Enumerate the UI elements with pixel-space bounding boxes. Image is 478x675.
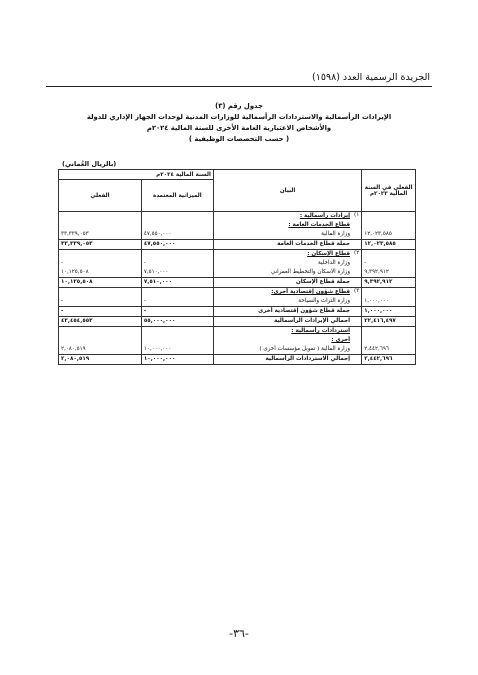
page-number: -٣٦- bbox=[229, 627, 249, 640]
actual-prev-cell-line: ٢,٤٤٢,٦٩٦ bbox=[364, 346, 389, 352]
actual-cell bbox=[59, 288, 142, 307]
actual-cell-line: - bbox=[61, 308, 64, 314]
actual-cell-line: ٢,٠٨٠,٥١٩ bbox=[61, 346, 86, 352]
bayan-cell bbox=[213, 355, 352, 365]
budget-cell-line: - bbox=[143, 308, 147, 314]
actual-prev-cell bbox=[362, 212, 416, 240]
total-row bbox=[59, 278, 416, 288]
bayan-cell bbox=[213, 307, 352, 317]
table-row bbox=[59, 327, 416, 355]
actual-cell bbox=[59, 250, 142, 278]
actual-cell bbox=[59, 307, 142, 317]
table-body bbox=[59, 212, 416, 365]
bayan-cell-line: جملة قطاع شؤون إقتصادية أخرى bbox=[258, 308, 351, 314]
bayan-cell bbox=[213, 327, 352, 355]
header-fiscal-year: السنة المالية ٢٠٢٤م bbox=[59, 170, 214, 180]
actual-prev-cell-line bbox=[364, 327, 413, 336]
bayan-cell-line: وزارة الداخلية bbox=[317, 260, 351, 266]
bayan-cell bbox=[213, 250, 352, 278]
total-row bbox=[59, 240, 416, 250]
budget-cell-line bbox=[144, 250, 211, 259]
budget-cell-line bbox=[144, 212, 211, 221]
header-budget: الميزانية المعتمدة bbox=[141, 180, 213, 212]
budget-cell bbox=[141, 317, 213, 327]
actual-prev-cell bbox=[362, 317, 416, 327]
table-title-line2: والأشخاص الاعتبارية العامة الأخرى للسنة المالية ٢٠٢٤م bbox=[146, 124, 332, 132]
actual-prev-cell-line: ٩,٣٩٢,٩١٢ bbox=[364, 269, 389, 275]
bayan-cell-line: جملة قطاع الإسكان bbox=[295, 279, 351, 285]
actual-prev-cell-line bbox=[364, 250, 413, 259]
budget-cell-line: ٤٧,٥٥٠,٠٠٠ bbox=[143, 231, 172, 237]
budget-cell bbox=[141, 250, 213, 278]
budget-cell-line: - bbox=[143, 260, 146, 266]
section-number bbox=[352, 355, 362, 365]
actual-prev-cell bbox=[362, 240, 416, 250]
actual-cell-line bbox=[61, 327, 139, 336]
section-number: ٣) bbox=[352, 288, 362, 307]
actual-prev-cell-line: - bbox=[364, 260, 367, 266]
total-row bbox=[59, 317, 416, 327]
budget-cell-line: ٥٥,٠٠٠,٠٠٠ bbox=[143, 318, 176, 324]
actual-prev-cell-line: ١,٠٠٠,٠٠٠ bbox=[364, 308, 393, 314]
actual-cell-line bbox=[61, 288, 139, 297]
actual-cell-line bbox=[61, 336, 139, 345]
actual-cell-line: ٢,٠٨٠,٥١٩ bbox=[61, 356, 90, 362]
budget-cell-line: ٤٧,٥٥٠,٠٠٠ bbox=[143, 241, 176, 247]
section-number bbox=[352, 278, 362, 288]
actual-cell-line bbox=[61, 221, 139, 230]
table-titles bbox=[46, 101, 432, 145]
budget-cell-line bbox=[144, 336, 211, 345]
section-number bbox=[352, 307, 362, 317]
budget-cell-line: - bbox=[143, 298, 146, 304]
header-rule bbox=[46, 86, 432, 87]
table-number: جدول رقم (٣) bbox=[215, 102, 263, 110]
actual-cell-line: ١٠,١٢٥,٥٠٨ bbox=[61, 269, 89, 275]
capital-revenue-table bbox=[58, 169, 416, 365]
bayan-cell bbox=[213, 212, 352, 240]
actual-prev-cell-line bbox=[364, 212, 413, 221]
actual-prev-cell-line: ٢,٤٤٢,٦٩٦ bbox=[364, 356, 393, 362]
budget-cell bbox=[141, 288, 213, 307]
section-number: ٢) bbox=[352, 250, 362, 278]
budget-cell bbox=[141, 327, 213, 355]
actual-cell bbox=[59, 355, 142, 365]
bayan-cell-line: وزارة التراث والسياحة bbox=[298, 298, 351, 304]
budget-cell-line: ١٠,٠٠٠,٠٠٠ bbox=[143, 346, 172, 352]
bayan-cell-line: جملة قطاع الخدمات العامة bbox=[277, 241, 351, 247]
actual-cell-line: ٣٣,٣٣٩,٠٥٣ bbox=[61, 241, 93, 247]
table-title-line1: الإيرادات الرأسمالية والاستردادات الرأسمالية للوزارات المدنية لوحدات الجهاز الإداري للدولة bbox=[86, 113, 392, 121]
section-number bbox=[352, 317, 362, 327]
actual-prev-cell bbox=[362, 250, 416, 278]
actual-cell bbox=[59, 327, 142, 355]
actual-cell-line: ٤٣,٤٥٤,٥٥٣ bbox=[61, 318, 93, 324]
bayan-cell-line: إجمالي الاستردادات الرأسمالية bbox=[265, 356, 351, 362]
budget-cell bbox=[141, 307, 213, 317]
table-row bbox=[59, 288, 416, 307]
table-title-line3: ( حسب التخصصات الوظيفية ) bbox=[188, 135, 290, 143]
actual-prev-cell-line: ١,٠٠٠,٠٠٠ bbox=[364, 298, 389, 304]
header-bayan: البيان bbox=[213, 170, 361, 212]
budget-cell-line: ١٠,٠٠٠,٠٠٠ bbox=[143, 356, 176, 362]
budget-cell-line bbox=[144, 221, 211, 230]
actual-prev-cell-line bbox=[364, 336, 413, 345]
bayan-cell bbox=[213, 240, 352, 250]
actual-cell bbox=[59, 212, 142, 240]
bayan-cell-line: وزارة المالية ( تمويل مؤسسات أخرى ) bbox=[259, 346, 351, 352]
budget-cell-line: ٧,٥١٠,٠٠٠ bbox=[143, 279, 172, 285]
bayan-cell bbox=[213, 278, 352, 288]
actual-cell-line bbox=[61, 250, 139, 259]
actual-prev-cell bbox=[362, 355, 416, 365]
running-header: الجريدة الرسمية العدد (١٥٩٨) bbox=[312, 72, 430, 83]
section-number bbox=[352, 327, 362, 355]
budget-cell bbox=[141, 240, 213, 250]
section-number bbox=[352, 240, 362, 250]
actual-prev-cell-line bbox=[364, 288, 413, 297]
actual-cell bbox=[59, 317, 142, 327]
actual-prev-cell bbox=[362, 327, 416, 355]
actual-prev-cell-line: ١٢,٠٢٣,٥٨٥ bbox=[364, 241, 396, 247]
bayan-cell-line: قطاع الإسكان : bbox=[307, 251, 351, 257]
actual-prev-cell bbox=[362, 278, 416, 288]
actual-prev-cell bbox=[362, 307, 416, 317]
bayan-cell-line: استردادات رأسمالية : bbox=[291, 328, 351, 334]
currency-note: (بالريال العُماني) bbox=[62, 160, 117, 168]
actual-cell-line: ٣٣,٣٣٩,٠٥٣ bbox=[61, 231, 89, 237]
budget-cell-line bbox=[144, 288, 211, 297]
budget-cell bbox=[141, 355, 213, 365]
bayan-cell-line: وزارة الاسكان والتخطيط العمراني bbox=[270, 269, 351, 275]
actual-cell-line: - bbox=[61, 298, 64, 304]
bayan-cell-line: أخرى : bbox=[331, 337, 351, 343]
bayan-cell-line: قطاع شؤون إقتصادية أخرى: bbox=[271, 289, 351, 295]
actual-prev-cell-line: ٢٢,٤١٦,٤٩٧ bbox=[364, 318, 396, 324]
bayan-cell-line: اجمالي الإيرادات الرأسمالية bbox=[274, 318, 351, 324]
budget-cell bbox=[141, 212, 213, 240]
actual-prev-cell-line bbox=[364, 221, 413, 230]
bayan-cell bbox=[213, 288, 352, 307]
header-actual: الفعلي bbox=[59, 180, 142, 212]
actual-cell bbox=[59, 278, 142, 288]
bayan-cell-line: قطاع الخدمات العامة : bbox=[288, 222, 351, 228]
actual-prev-cell-line: ١٢,٠٢٣,٥٨٥ bbox=[364, 231, 392, 237]
actual-cell bbox=[59, 240, 142, 250]
section-number: ١) bbox=[352, 212, 362, 240]
actual-prev-cell bbox=[362, 288, 416, 307]
bayan-cell bbox=[213, 317, 352, 327]
actual-cell-line: - bbox=[61, 260, 64, 266]
budget-cell-line bbox=[144, 327, 211, 336]
total-row bbox=[59, 355, 416, 365]
actual-cell-line bbox=[61, 212, 139, 221]
header-actual-prev: الفعلي في السنة المالية ٢٠٢٣م bbox=[362, 170, 416, 212]
total-row bbox=[59, 307, 416, 317]
actual-cell-line: ١٠,١٢٥,٥٠٨ bbox=[61, 279, 93, 285]
table-row bbox=[59, 212, 416, 240]
bayan-cell-line: وزارة المالية bbox=[321, 231, 351, 237]
actual-prev-cell-line: ٩,٣٩٢,٩١٢ bbox=[364, 279, 393, 285]
budget-cell bbox=[141, 278, 213, 288]
bayan-cell-line: إيرادات رأسمالية : bbox=[299, 213, 351, 219]
budget-cell-line: ٧,٥١٠,٠٠٠ bbox=[143, 269, 169, 275]
table-row bbox=[59, 250, 416, 278]
